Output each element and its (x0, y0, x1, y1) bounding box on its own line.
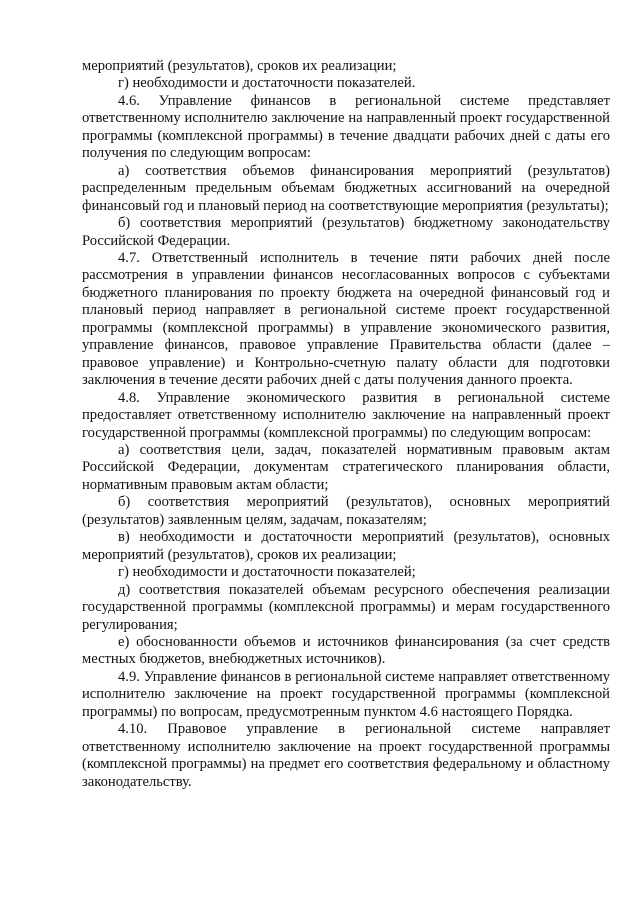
paragraph-4-8: 4.8. Управление экономического развития в региональной системе предоставляет ответственному исполнителю заключение на направленный проект государственной программы (комплексной программы) по следующим вопросам: (82, 389, 610, 441)
paragraph-4-7: 4.7. Ответственный исполнитель в течение пяти рабочих дней после рассмотрения в управлении финансов несогласованных вопросов с субъектами бюджетного планирования по проекту бюджета на очередной финансовый год и плановый период направляет в региональной системе проект государственной программы (комплексной программы) в управление экономического развития, управление финансов, правовое управление Правительства области (далее – правовое управление) и Контрольно-счетную палату области для подготовки заключения в течение десяти рабочих дней с даты получения данного проекта. (82, 249, 610, 389)
document-page (82, 58, 610, 791)
paragraph-4-6-b: б) соответствия мероприятий (результатов) бюджетному законодательству Российской Федерации. (82, 215, 610, 249)
paragraph-4-6-a: а) соответствия объемов финансирования мероприятий (результатов) распределенным предельным объемам бюджетных ассигнований на очередной финансовый год и плановый период на соответствующие мероприятия (результаты); (82, 162, 610, 214)
paragraph-4-6: 4.6. Управление финансов в региональной системе представляет ответственному исполнителю заключение на направленный проект государственной программы (комплексной программы) в течение двадцати рабочих дней с даты его получения по следующим вопросам: (82, 92, 610, 162)
paragraph-continuation: мероприятий (результатов), сроков их реализации; (82, 58, 397, 74)
paragraph-4-8-e: е) обоснованности объемов и источников финансирования (за счет средств местных бюджетов, внебюджетных источников). (82, 633, 610, 668)
paragraph-4-8-v: в) необходимости и достаточности мероприятий (результатов), основных мероприятий (результатов), сроков их реализации; (82, 529, 610, 563)
paragraph-4-8-g: г) необходимости и достаточности показателей; (118, 564, 416, 581)
paragraph-item-g-indicators: г) необходимости и достаточности показателей. (118, 75, 416, 92)
paragraph-4-8-a: а) соответствия цели, задач, показателей нормативным правовым актам Российской Федерации, документам стратегического планирования области, нормативным правовым актам области; (82, 441, 610, 493)
paragraph-4-8-d: д) соответствия показателей объемам ресурсного обеспечения реализации государственной программы (комплексной программы) и мерам государственного регулирования; (82, 581, 610, 633)
paragraph-4-8-b: б) соответствия мероприятий (результатов), основных мероприятий (результатов) заявленным целям, задачам, показателям; (82, 494, 610, 528)
paragraph-4-10: 4.10. Правовое управление в региональной системе направляет ответственному исполнителю заключение на проект государственной программы (комплексной программы) на предмет его соответствия федеральному и областному законодательству. (82, 721, 610, 790)
paragraph-4-9: 4.9. Управление финансов в региональной системе направляет ответственному исполнителю заключение на проект государственной программы (комплексной программы) по вопросам, предусмотренным пунктом 4.6 настоящего Порядка. (82, 668, 610, 720)
